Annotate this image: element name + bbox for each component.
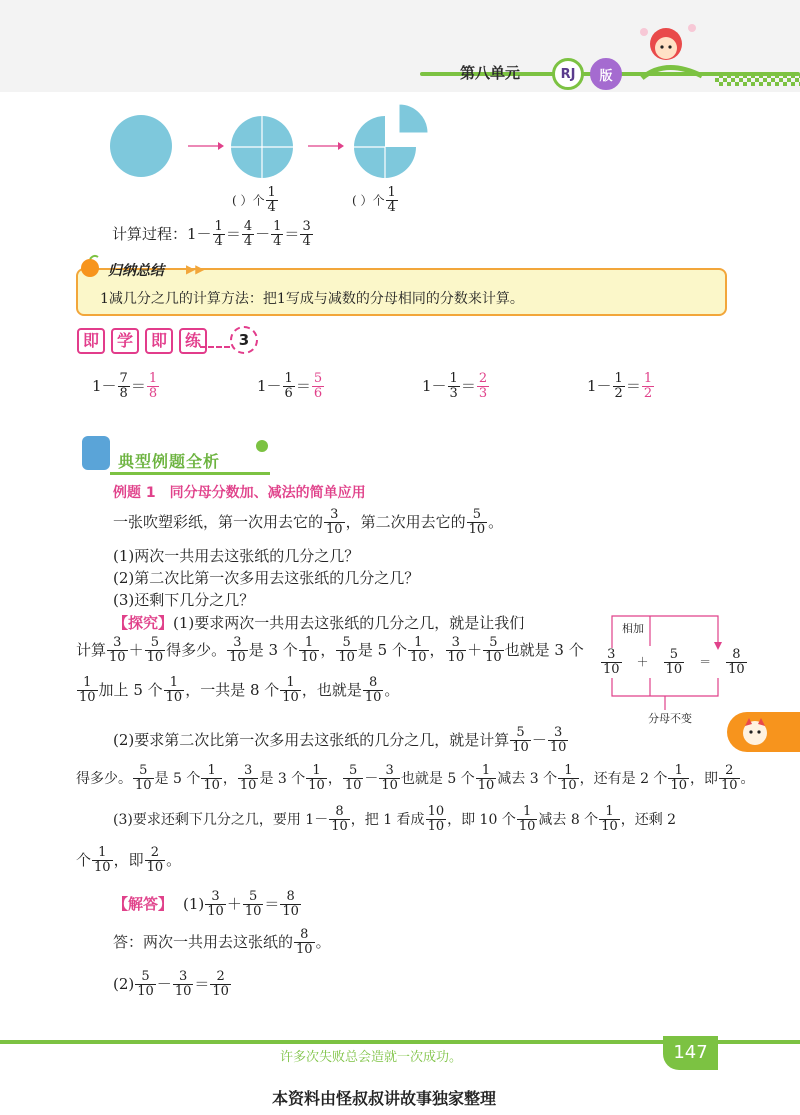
practice-item: 1－ $\frac{1}{6}$ ＝ $\frac{5}{6}$: [257, 371, 323, 402]
diagram-bottom-label: 分母不变: [648, 712, 692, 725]
explore-line-3: $\frac{1}{10}$ 加上 5 个 $\frac{1}{10}$ ，一共是 8 个 $\frac{1}{10}$ ，也就是 $\frac{8}{10}$ 。: [79, 675, 400, 706]
answer-text: 答：两次一共用去这张纸的 $\frac{8}{10}$ 。: [113, 927, 331, 958]
practice-char: 学: [111, 328, 139, 354]
summary-arrows-icon: ▶▶: [186, 262, 205, 276]
robot-mascot-icon: [82, 436, 110, 470]
practice-char: 练: [179, 328, 207, 354]
fox-mascot-icon: [740, 718, 770, 746]
explore-line-1: 【探究】(1)要求两次一共用去这张纸的几分之几，就是让我们: [113, 614, 525, 632]
question-1: (1)两次一共用去这张纸的几分之几？: [113, 547, 360, 565]
example-title: 例题 1 同分母分数加、减法的简单应用: [113, 485, 366, 501]
question-2: (2)第二次比第一次多用去这张纸的几分之几？: [113, 569, 420, 587]
explore-tag: 【探究】: [113, 614, 174, 632]
whole-circle: [110, 115, 172, 177]
summary-text: 1减几分之几的计算方法：把1写成与减数的分母相同的分数来计算。: [100, 291, 524, 307]
diagram-top-label: 相加: [622, 622, 644, 635]
diagram-label-2: ( ）个 $\frac{1}{4}$: [352, 185, 396, 216]
checker-pattern: [715, 74, 800, 86]
circle-with-removed-quarter: [353, 103, 437, 181]
page-number: 147: [663, 1036, 718, 1070]
practice-item: 1－ $\frac{1}{3}$ ＝ $\frac{2}{3}$: [422, 371, 488, 402]
cartoon-girl-icon: [622, 18, 712, 88]
answer-line-2: (2) $\frac{5}{10}$ － $\frac{3}{10}$ ＝ $\frac{2}{10}$: [113, 969, 229, 1000]
example-intro: 一张吹塑彩纸，第一次用去它的 $\frac{3}{10}$ ，第二次用去它的 $\frac{5}{10}$ 。: [113, 507, 504, 538]
practice-item: 1－ $\frac{7}{8}$ ＝ $\frac{1}{8}$: [92, 371, 158, 402]
fruit-mascot-icon: [76, 254, 106, 278]
practice-banner: [77, 328, 213, 354]
practice-dash: [200, 346, 230, 348]
explore-line-2: 计算 $\frac{3}{10}$ ＋ $\frac{5}{10}$ 得多少。 $\frac{3}{10}$ 是 3 个 $\frac{1}{10}$ ， $\frac{5}{10}$ 是 5 个 $\frac{1}{10}$ ， $\frac{3}{10}$ ＋ $\frac{5}{10}$ 也就是 3 个: [76, 635, 584, 666]
diagram-label-1: ( ）个 $\frac{1}{4}$: [232, 185, 276, 216]
calc-process: 计算过程：1－ $\frac{1}{4}$ ＝ $\frac{4}{4}$ － $\frac{1}{4}$ ＝ $\frac{3}{4}$: [112, 219, 311, 250]
rj-badge: RJ: [552, 58, 584, 90]
quartered-circle: [230, 115, 294, 179]
explain-2-line-2: 得多少。 $\frac{5}{10}$ 是 5 个 $\frac{1}{10}$ ， $\frac{3}{10}$ 是 3 个 $\frac{1}{10}$ ， $\frac{5}{10}$ － $\frac{3}{10}$ 也就是 5 个 $\frac{1}{10}$ 减去 3 个 $\frac{1}{10}$ ，还有是 2 个 $\frac{1}{10}$ ，即 $\frac{2}{10}$ 。: [76, 763, 755, 794]
answer-tag: 【解答】: [113, 894, 174, 913]
practice-char: 即: [145, 328, 173, 354]
unit-title: 第八单元: [460, 64, 521, 82]
arrow-right-icon: [306, 140, 346, 152]
practice-char: 即: [77, 328, 105, 354]
credit-line: 本资料由怪叔叔讲故事独家整理: [272, 1089, 497, 1108]
explain-3-line-1: (3)要求还剩下几分之几，要用 1－ $\frac{8}{10}$ ，把 1 看成 $\frac{10}{10}$ ，即 10 个 $\frac{1}{10}$ 减去 8 个 $\frac{1}{10}$ ，还剩 2: [113, 804, 677, 835]
diagram-expression: $\frac{3}{10}$ ＋ $\frac{5}{10}$ ＝ $\frac{8}{10}$: [603, 647, 745, 678]
footer-motto: 许多次失败总会造就一次成功。: [280, 1050, 463, 1065]
arrow-right-icon: [186, 140, 226, 152]
practice-item: 1－ $\frac{1}{2}$ ＝ $\frac{1}{2}$: [587, 371, 653, 402]
practice-number: 3: [230, 326, 258, 354]
summary-title: 归纳总结: [108, 263, 164, 279]
explain-2-line-1: (2)要求第二次比第一次多用去这张纸的几分之几，就是计算 $\frac{5}{10}$ － $\frac{3}{10}$: [113, 725, 567, 756]
explain-3-line-2: 个 $\frac{1}{10}$ ，即 $\frac{2}{10}$ 。: [76, 845, 182, 876]
question-3: (3)还剩下几分之几？: [113, 591, 255, 609]
answer-line-1: 【解答】 (1) $\frac{3}{10}$ ＋ $\frac{5}{10}$ ＝ $\frac{8}{10}$: [113, 889, 299, 920]
section-title: 典型例题全析: [118, 452, 221, 471]
banner-dot: [256, 440, 268, 452]
edition-badge: 版: [590, 58, 622, 90]
